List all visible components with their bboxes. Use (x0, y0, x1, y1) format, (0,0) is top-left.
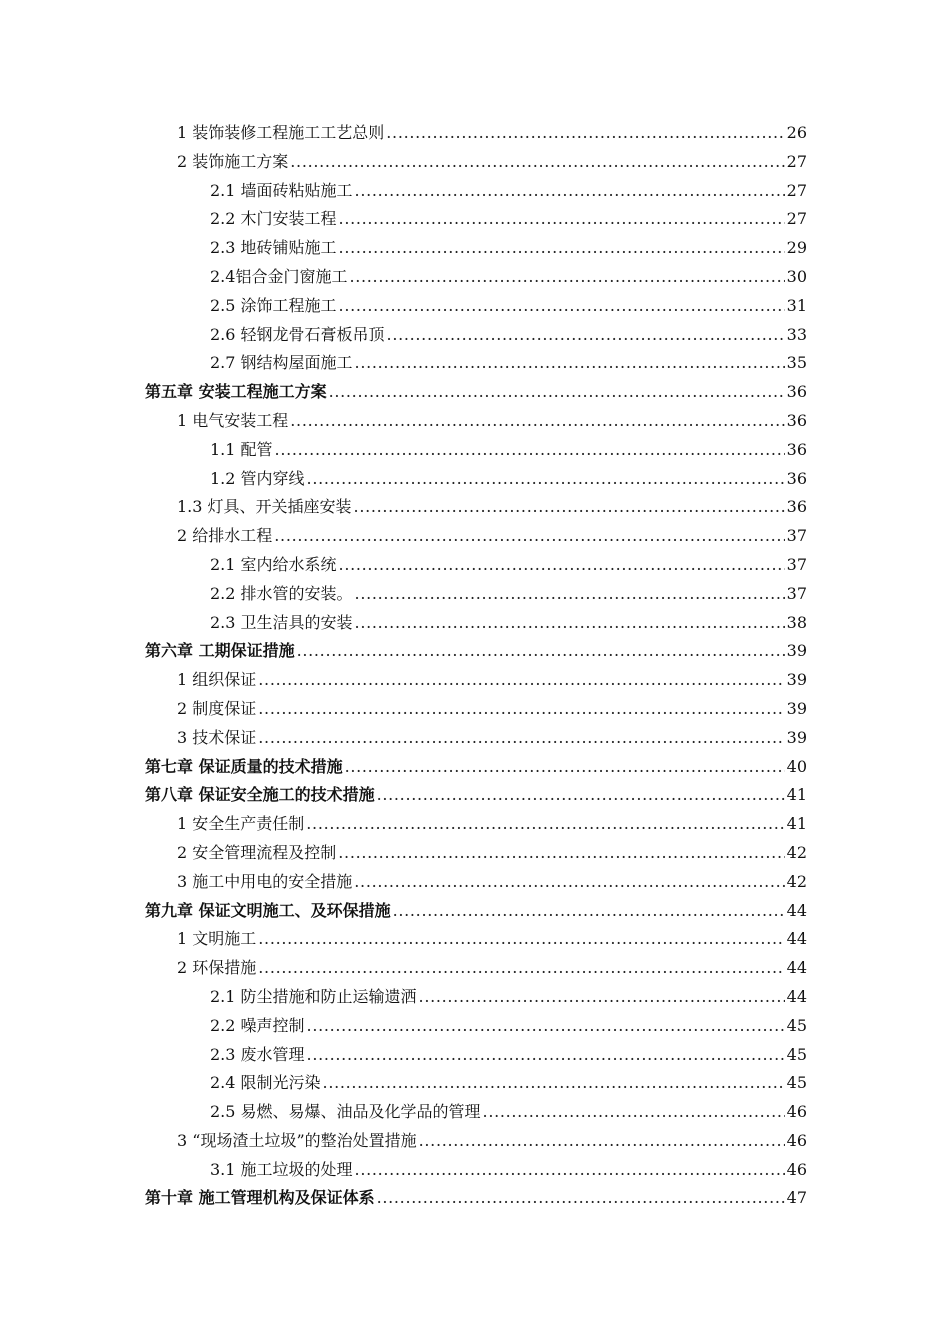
toc-entry-title: 2.3 地砖铺贴施工 (210, 238, 337, 258)
toc-page-number: 29 (786, 238, 807, 258)
toc-entry[interactable] (145, 1069, 807, 1098)
dot-leader (258, 954, 784, 983)
dot-leader (297, 637, 785, 666)
toc-page-number: 33 (786, 324, 807, 344)
toc-chapter-entry[interactable] (145, 378, 807, 407)
toc-page-number: 41 (786, 785, 807, 805)
dot-leader (258, 695, 784, 724)
toc-entry-title: 2.1 室内给水系统 (210, 554, 337, 574)
toc-chapter-entry[interactable] (145, 1184, 807, 1213)
toc-entry[interactable] (145, 465, 807, 494)
toc-page-number: 38 (786, 612, 807, 632)
dot-leader (275, 436, 785, 465)
dot-leader (274, 522, 784, 551)
toc-chapter-entry[interactable] (145, 753, 807, 782)
dot-leader (483, 1098, 785, 1127)
toc-entry[interactable] (145, 263, 807, 292)
dot-leader (349, 263, 784, 292)
toc-page-number: 36 (786, 439, 807, 459)
dot-leader (338, 839, 784, 868)
dot-leader (290, 407, 784, 436)
toc-entry-title: 2.2 木门安装工程 (210, 209, 337, 229)
toc-page-number: 26 (786, 123, 807, 142)
toc-entry[interactable] (145, 148, 807, 177)
dot-leader (355, 1156, 785, 1185)
toc-entry[interactable] (145, 695, 807, 724)
toc-entry-title: 2.1 墙面砖粘贴施工 (210, 180, 353, 200)
toc-page-number: 27 (786, 209, 807, 229)
dot-leader (355, 177, 785, 206)
dot-leader (290, 148, 784, 177)
toc-entry-title: 2 环保措施 (177, 958, 257, 978)
toc-page-number: 37 (786, 554, 807, 574)
toc-entry-title: 2 装饰施工方案 (177, 151, 289, 171)
toc-page-number: 42 (786, 871, 807, 891)
toc-entry[interactable] (145, 177, 807, 206)
dot-leader (258, 925, 784, 954)
toc-entry[interactable] (145, 493, 807, 522)
dot-leader (386, 119, 784, 148)
toc-entry[interactable] (145, 407, 807, 436)
toc-entry-title: 1 组织保证 (177, 670, 257, 690)
dot-leader (307, 465, 785, 494)
toc-entry[interactable] (145, 1098, 807, 1127)
toc-entry[interactable] (145, 349, 807, 378)
toc-entry[interactable] (145, 925, 807, 954)
toc-entry-title: 第七章 保证质量的技术措施 (145, 756, 343, 776)
dot-leader (355, 609, 785, 638)
toc-page-number: 27 (786, 151, 807, 171)
toc-entry-title: 3.1 施工垃圾的处理 (210, 1159, 353, 1179)
dot-leader (307, 1041, 785, 1070)
toc-entry-title: 2.3 废水管理 (210, 1044, 305, 1064)
toc-entry[interactable] (145, 724, 807, 753)
toc-entry-title: 2.4 限制光污染 (210, 1073, 321, 1093)
toc-entry[interactable] (145, 205, 807, 234)
toc-page-number: 46 (786, 1159, 807, 1179)
toc-page-number: 39 (786, 698, 807, 718)
toc-page-number: 37 (786, 526, 807, 546)
table-of-contents (145, 119, 807, 1213)
toc-entry-title: 2.6 轻钢龙骨石膏板吊顶 (210, 324, 385, 344)
dot-leader (329, 378, 785, 407)
toc-page-number: 41 (786, 814, 807, 834)
toc-page-number: 47 (786, 1188, 807, 1208)
toc-page-number: 30 (786, 266, 807, 286)
toc-entry[interactable] (145, 868, 807, 897)
toc-page-number: 44 (786, 986, 807, 1006)
toc-chapter-entry[interactable] (145, 781, 807, 810)
toc-entry-title: 1.3 灯具、开关插座安装 (177, 497, 352, 517)
toc-page-number: 46 (786, 1130, 807, 1150)
toc-entry[interactable] (145, 1041, 807, 1070)
toc-page-number: 40 (786, 756, 807, 776)
toc-page-number: 27 (786, 180, 807, 200)
dot-leader (377, 781, 785, 810)
toc-entry-title: 3 “现场渣土垃圾”的整治处置措施 (177, 1130, 417, 1150)
dot-leader (306, 810, 784, 839)
toc-entry-title: 第八章 保证安全施工的技术措施 (145, 785, 375, 805)
toc-entry[interactable] (145, 119, 807, 148)
toc-entry-title: 2.2 排水管的安装。 (210, 583, 353, 603)
toc-chapter-entry[interactable] (145, 637, 807, 666)
dot-leader (307, 1012, 785, 1041)
toc-entry-title: 1 装饰装修工程施工工艺总则 (177, 123, 385, 142)
toc-page-number: 44 (786, 900, 807, 920)
toc-entry-title: 2.5 涂饰工程施工 (210, 295, 337, 315)
toc-entry[interactable] (145, 551, 807, 580)
toc-page-number: 44 (786, 958, 807, 978)
dot-leader (354, 868, 784, 897)
dot-leader (355, 580, 785, 609)
dot-leader (419, 983, 785, 1012)
toc-entry[interactable] (145, 1012, 807, 1041)
dot-leader (258, 666, 784, 695)
toc-entry-title: 1 电气安装工程 (177, 410, 289, 430)
toc-entry[interactable] (145, 436, 807, 465)
toc-entry[interactable] (145, 234, 807, 263)
toc-entry-title: 1.1 配管 (210, 439, 273, 459)
toc-entry-title: 3 施工中用电的安全措施 (177, 871, 353, 891)
toc-entry-title: 第六章 工期保证措施 (145, 641, 295, 661)
toc-entry-title: 第五章 安装工程施工方案 (145, 382, 327, 402)
toc-page-number: 46 (786, 1102, 807, 1122)
toc-entry[interactable] (145, 321, 807, 350)
toc-entry-title: 第十章 施工管理机构及保证体系 (145, 1188, 375, 1208)
toc-page-number: 36 (786, 382, 807, 402)
dot-leader (393, 897, 785, 926)
toc-page-number: 45 (786, 1015, 807, 1035)
dot-leader (419, 1127, 785, 1156)
toc-entry[interactable] (145, 810, 807, 839)
toc-entry[interactable] (145, 292, 807, 321)
toc-entry[interactable] (145, 1127, 807, 1156)
toc-page-number: 36 (786, 497, 807, 517)
toc-entry[interactable] (145, 983, 807, 1012)
toc-entry-title: 2.4铝合金门窗施工 (210, 266, 348, 286)
dot-leader (355, 349, 785, 378)
dot-leader (339, 292, 785, 321)
toc-page-number: 45 (786, 1044, 807, 1064)
toc-page-number: 35 (786, 353, 807, 373)
toc-entry-title: 第九章 保证文明施工、及环保措施 (145, 900, 391, 920)
dot-leader (258, 724, 784, 753)
toc-entry-title: 1.2 管内穿线 (210, 468, 305, 488)
dot-leader (323, 1069, 785, 1098)
toc-entry[interactable] (145, 1156, 807, 1185)
toc-entry-title: 2.5 易燃、易爆、油品及化学品的管理 (210, 1102, 481, 1122)
toc-entry[interactable] (145, 954, 807, 983)
toc-page-number: 39 (786, 727, 807, 747)
toc-entry[interactable] (145, 839, 807, 868)
dot-leader (339, 205, 785, 234)
toc-entry-title: 2.7 钢结构屋面施工 (210, 353, 353, 373)
toc-entry-title: 3 技术保证 (177, 727, 257, 747)
toc-entry-title: 2 制度保证 (177, 698, 257, 718)
toc-entry-title: 2 安全管理流程及控制 (177, 842, 337, 862)
toc-entry-title: 2.2 噪声控制 (210, 1015, 305, 1035)
toc-entry[interactable] (145, 666, 807, 695)
toc-entry[interactable] (145, 580, 807, 609)
toc-entry-title: 2.3 卫生洁具的安装 (210, 612, 353, 632)
dot-leader (377, 1184, 785, 1213)
toc-page-number: 45 (786, 1073, 807, 1093)
toc-page-number: 42 (786, 842, 807, 862)
toc-page-number: 36 (786, 468, 807, 488)
toc-page-number: 31 (786, 295, 807, 315)
toc-page-number: 37 (786, 583, 807, 603)
toc-entry-title: 1 安全生产责任制 (177, 814, 305, 834)
toc-page-number: 39 (786, 670, 807, 690)
toc-entry-title: 2.1 防尘措施和防止运输遗洒 (210, 986, 417, 1006)
toc-page-number: 36 (786, 410, 807, 430)
toc-chapter-entry[interactable] (145, 897, 807, 926)
toc-page-number: 39 (786, 641, 807, 661)
toc-entry[interactable] (145, 609, 807, 638)
dot-leader (339, 551, 785, 580)
dot-leader (354, 493, 785, 522)
toc-entry[interactable] (145, 522, 807, 551)
dot-leader (339, 234, 785, 263)
toc-entry-title: 2 给排水工程 (177, 526, 273, 546)
toc-entry-title: 1 文明施工 (177, 929, 257, 949)
dot-leader (387, 321, 785, 350)
dot-leader (345, 753, 785, 782)
toc-page-number: 44 (786, 929, 807, 949)
